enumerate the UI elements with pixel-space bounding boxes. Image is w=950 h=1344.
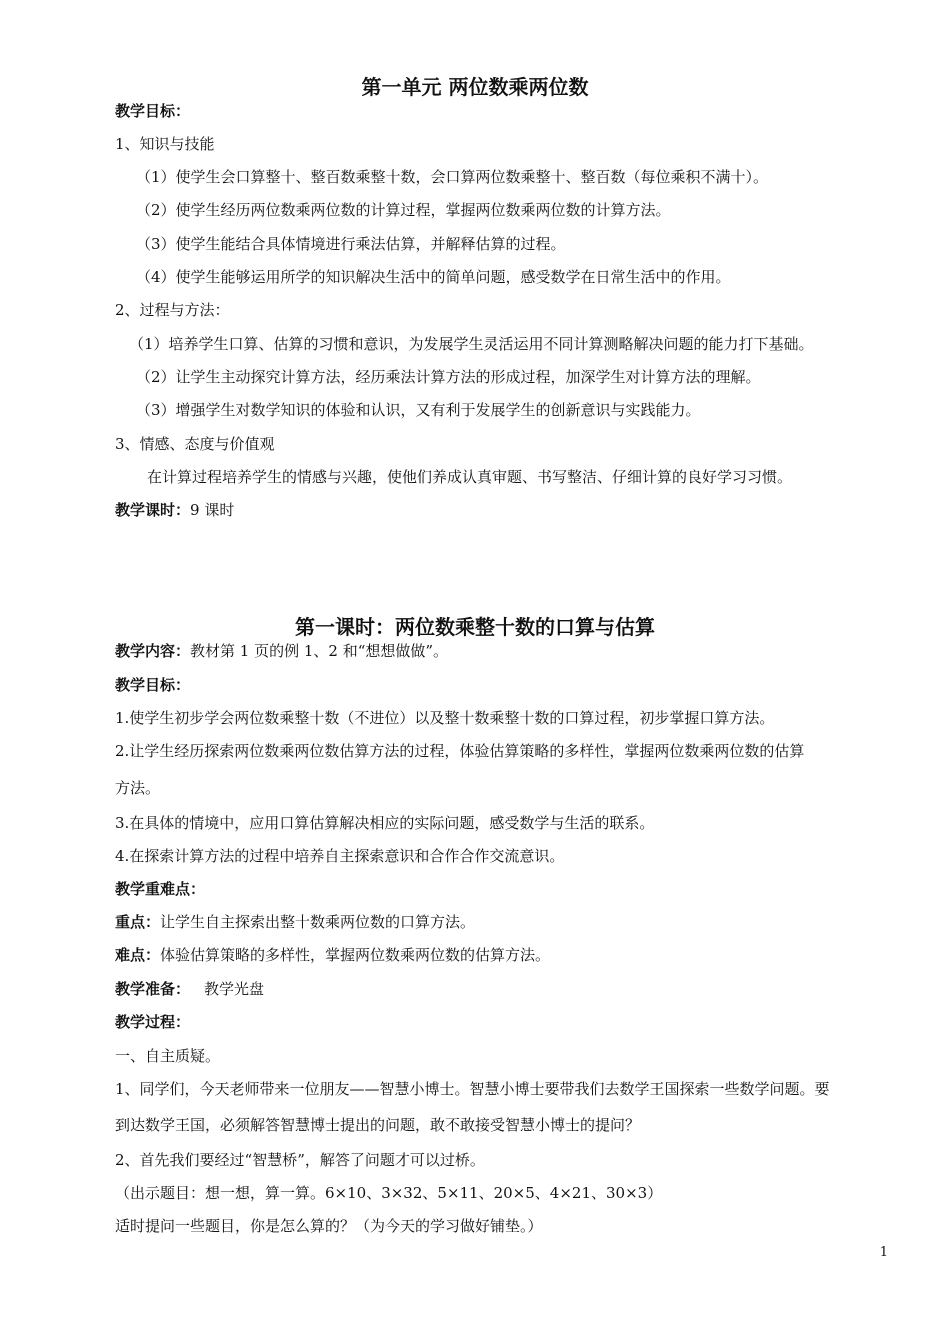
process-paragraph: 1、同学们，今天老师带来一位朋友——智慧小博士。智慧小博士要带我们去数学王国探索一些数学问题。要 [115, 1080, 830, 1098]
section-2-item: （3）增强学生对数学知识的体验和认识，又有利于发展学生的创新意识与实践能力。 [136, 401, 701, 419]
process-exercise: （出示题目：想一想，算一算。6×10、3×32、5×11、20×5、4×21、30×3） [115, 1184, 663, 1202]
process-paragraph: 适时提问一些题目，你是怎么算的？（为今天的学习做好铺垫。） [115, 1217, 543, 1235]
section-2-item: （2）让学生主动探究计算方法，经历乘法计算方法的形成过程，加深学生对计算方法的理解。 [136, 368, 761, 386]
process-paragraph-continuation: 到达数学王国，必须解答智慧博士提出的问题，敢不敢接受智慧小博士的提问？ [115, 1116, 641, 1134]
lesson-goal: 1.使学生初步学会两位数乘整十数（不进位）以及整十数乘整十数的口算过程，初步掌握口算方法。 [115, 709, 775, 727]
lesson-content-value: 教材第 1 页的例 1、2 和“想想做做”。 [190, 642, 449, 660]
unit-title: 第一单元 两位数乘两位数 [361, 75, 589, 99]
lesson-goals-label: 教学目标： [115, 676, 191, 694]
process-paragraph: 2、首先我们要经过“智慧桥”，解答了问题才可以过桥。 [115, 1151, 485, 1169]
unit-goals-label: 教学目标： [115, 102, 191, 120]
teaching-prep-value: 教学光盘 [204, 980, 265, 998]
section-1-item: （4）使学生能够运用所学的知识解决生活中的简单问题，感受数学在日常生活中的作用。 [136, 268, 731, 286]
section-1-heading: 1、知识与技能 [115, 135, 215, 153]
page-number: 1 [879, 1245, 888, 1260]
process-step-heading: 一、自主质疑。 [115, 1047, 221, 1065]
teaching-hours-value: 9 课时 [190, 501, 235, 519]
lesson-title: 第一课时：两位数乘整十数的口算与估算 [295, 615, 655, 639]
lesson-goal: 3.在具体的情境中，应用口算估算解决相应的实际问题，感受数学与生活的联系。 [115, 814, 655, 832]
difficulty-point [115, 945, 550, 965]
section-3-text: 在计算过程培养学生的情感与兴趣，使他们养成认真审题、书写整洁、仔细计算的良好学习习惯。 [147, 468, 793, 486]
lesson-content [115, 641, 448, 661]
lesson-content-label: 教学内容： [115, 642, 191, 660]
section-2-item: （1）培养学生口算、估算的习惯和意识，为发展学生灵活运用不同计算测略解决问题的能力打下基础。 [129, 335, 814, 353]
teaching-hours [115, 500, 234, 520]
section-1-item: （2）使学生经历两位数乘两位数的计算过程，掌握两位数乘两位数的计算方法。 [136, 201, 671, 219]
key-difficulty-label: 教学重难点： [115, 880, 206, 898]
lesson-goal-continuation: 方法。 [115, 779, 161, 797]
key-point-label: 重点： [115, 913, 161, 931]
teaching-process-label: 教学过程： [115, 1013, 191, 1031]
teaching-hours-label: 教学课时： [115, 501, 191, 519]
section-2-heading: 2、过程与方法： [115, 301, 230, 319]
difficulty-value: 体验估算策略的多样性，掌握两位数乘两位数的估算方法。 [160, 946, 551, 964]
section-1-item: （3）使学生能结合具体情境进行乘法估算，并解释估算的过程。 [136, 235, 566, 253]
key-point-value: 让学生自主探索出整十数乘两位数的口算方法。 [160, 913, 476, 931]
teaching-prep-label: 教学准备： [115, 980, 191, 998]
teaching-prep [115, 979, 264, 999]
section-3-heading: 3、情感、态度与价值观 [115, 435, 275, 453]
key-point [115, 912, 475, 932]
difficulty-label: 难点： [115, 946, 161, 964]
section-1-item: （1）使学生会口算整十、整百数乘整十数，会口算两位数乘整十、整百数（每位乘积不满十）。 [136, 168, 769, 186]
lesson-goal: 4.在探索计算方法的过程中培养自主探索意识和合作合作交流意识。 [115, 847, 565, 865]
lesson-goal: 2.让学生经历探索两位数乘两位数估算方法的过程，体验估算策略的多样性，掌握两位数乘两位数的估算 [115, 742, 805, 760]
